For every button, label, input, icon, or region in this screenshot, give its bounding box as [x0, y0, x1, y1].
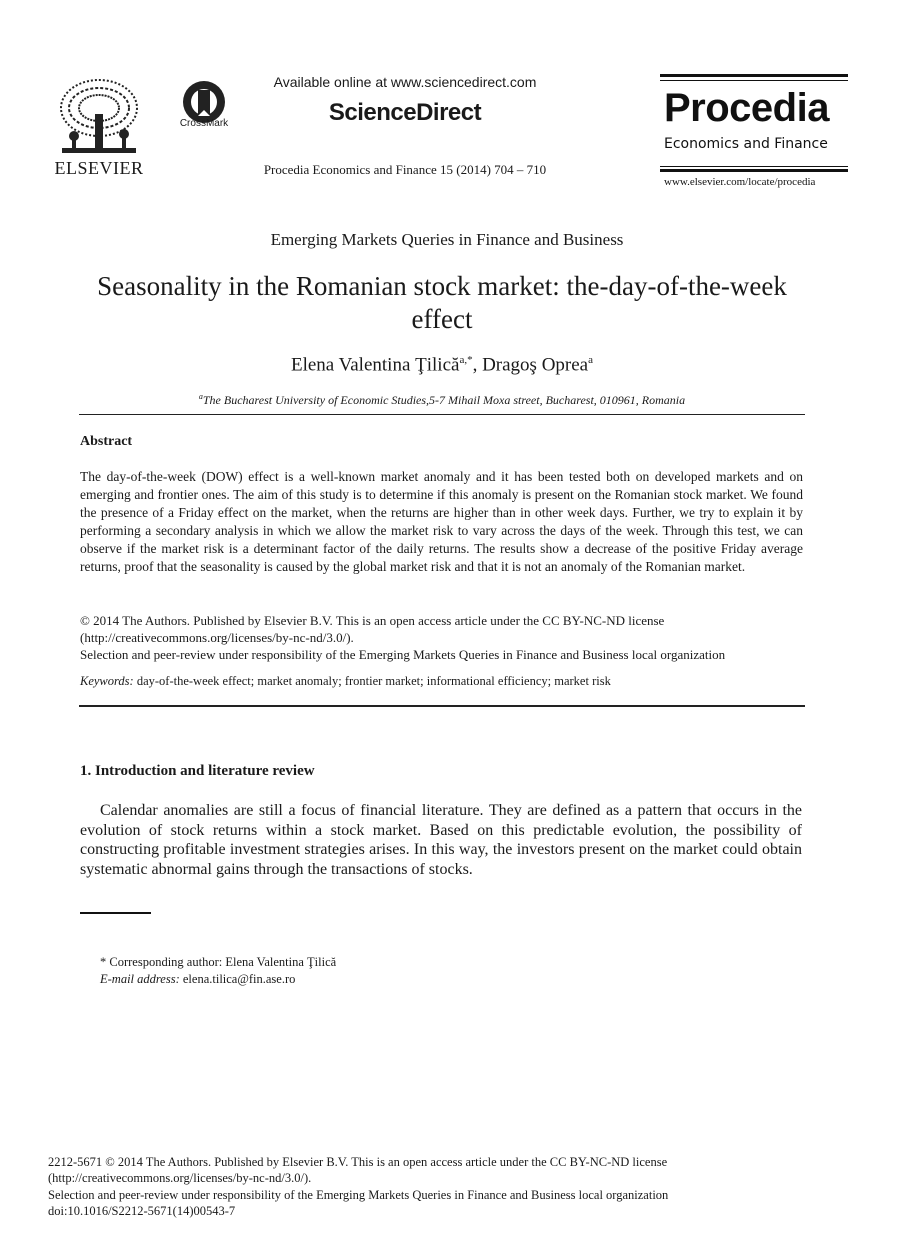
crossmark-label: CrossMark — [179, 118, 229, 129]
procedia-top-rule-thin — [660, 80, 848, 81]
author-2: Dragoş Oprea — [482, 354, 589, 376]
elsevier-wordmark: ELSEVIER — [54, 158, 144, 178]
procedia-bottom-rule — [660, 169, 848, 172]
affiliation — [80, 392, 804, 408]
email-address[interactable]: elena.tilica@fin.ase.ro — [179, 972, 296, 986]
footnote-rule — [80, 912, 151, 914]
affiliation-mark: a — [198, 392, 203, 401]
procedia-journal-logo — [660, 74, 848, 192]
procedia-title: Procedia — [664, 86, 829, 130]
article-title-line2: effect — [411, 304, 473, 334]
license-block — [80, 612, 803, 663]
footer-peer-review: Selection and peer-review under responsibility of the Emerging Markets Queries in Finance and Business local organization — [48, 1188, 669, 1202]
abstract-heading: Abstract — [80, 434, 133, 449]
procedia-bottom-rule-thin — [660, 166, 848, 167]
affiliation-text: The Bucharest University of Economic Studies,5-7 Mihail Moxa street, Bucharest, 010961, Romania — [202, 393, 686, 407]
footer-license-link[interactable]: (http://creativecommons.org/licenses/by-nc-nd/3.0/). — [48, 1171, 312, 1185]
license-line-3: Selection and peer-review under responsibility of the Emerging Markets Queries in Finance and Business local organization — [80, 647, 726, 662]
abstract-text: The day-of-the-week (DOW) effect is a well-known market anomaly and it has been tested both on developed markets and on emerging and frontier ones. The aim of this study is to determine if this anomaly is present on the Romanian stock market. We found the presence of a Friday effect on the market, when the returns are higher than in other week days. Further, we try to explain it by performing a secondary analysis in which we allow the market risk to vary across the days of the week. Through this test, we can observe if the market risk is a determinant factor of the daily returns. The results show a decrease of the positive Friday average returns, proof that the seasonality is caused by the global market risk and that it is not an anomaly of the Romanian market. — [80, 469, 803, 574]
procedia-url[interactable]: www.elsevier.com/locate/procedia — [664, 176, 816, 188]
footer-doi[interactable]: doi:10.1016/S2212-5671(14)00543-7 — [48, 1204, 236, 1218]
email-footnote — [100, 972, 295, 987]
divider-top — [79, 414, 805, 415]
procedia-top-rule — [660, 74, 848, 77]
author-1: Elena Valentina Ţilică — [290, 354, 460, 376]
divider-bottom — [79, 705, 805, 707]
conference-name: Emerging Markets Queries in Finance and Business — [270, 230, 624, 249]
intro-paragraph: Calendar anomalies are still a focus of financial literature. They are defined as a pattern that occurs in the evolution of stock returns within a stock market. Based on this predictable evolution, the possibility of constructing profitable investment strategies arises. In this way, the investors present on the market could obtain systematic abnormal gains through the transactions of stocks. — [80, 802, 802, 878]
license-line-1: © 2014 The Authors. Published by Elsevier B.V. This is an open access article under the CC BY-NC-ND license — [80, 613, 665, 628]
author-list — [80, 354, 804, 376]
author-2-affiliation-mark: a — [588, 354, 594, 366]
article-title-line1: Seasonality in the Romanian stock market: the-day-of-the-week — [97, 271, 787, 301]
section-heading: 1. Introduction and literature review — [80, 763, 315, 779]
procedia-subtitle: Economics and Finance — [664, 136, 828, 152]
article-title — [70, 270, 814, 336]
email-label: E-mail address: — [100, 972, 180, 986]
keywords-list: day-of-the-week effect; market anomaly; frontier market; informational efficiency; market risk — [133, 674, 611, 688]
author-separator: , — [472, 354, 483, 376]
keywords — [80, 674, 803, 689]
sciencedirect-logo: ScienceDirect — [328, 99, 482, 126]
journal-citation: Procedia Economics and Finance 15 (2014) 704 – 710 — [263, 162, 547, 177]
license-link[interactable]: (http://creativecommons.org/licenses/by-nc-nd/3.0/). — [80, 630, 354, 645]
author-1-affiliation-mark: a,* — [459, 354, 473, 366]
footer-license-line: 2212-5671 © 2014 The Authors. Published by Elsevier B.V. This is an open access article under the CC BY-NC-ND license — [48, 1155, 668, 1169]
keywords-label: Keywords: — [80, 674, 134, 688]
corresponding-author-footnote: * Corresponding author: Elena Valentina Ţilică — [100, 955, 337, 969]
available-online-text: Available online at www.sciencedirect.com — [273, 74, 537, 90]
